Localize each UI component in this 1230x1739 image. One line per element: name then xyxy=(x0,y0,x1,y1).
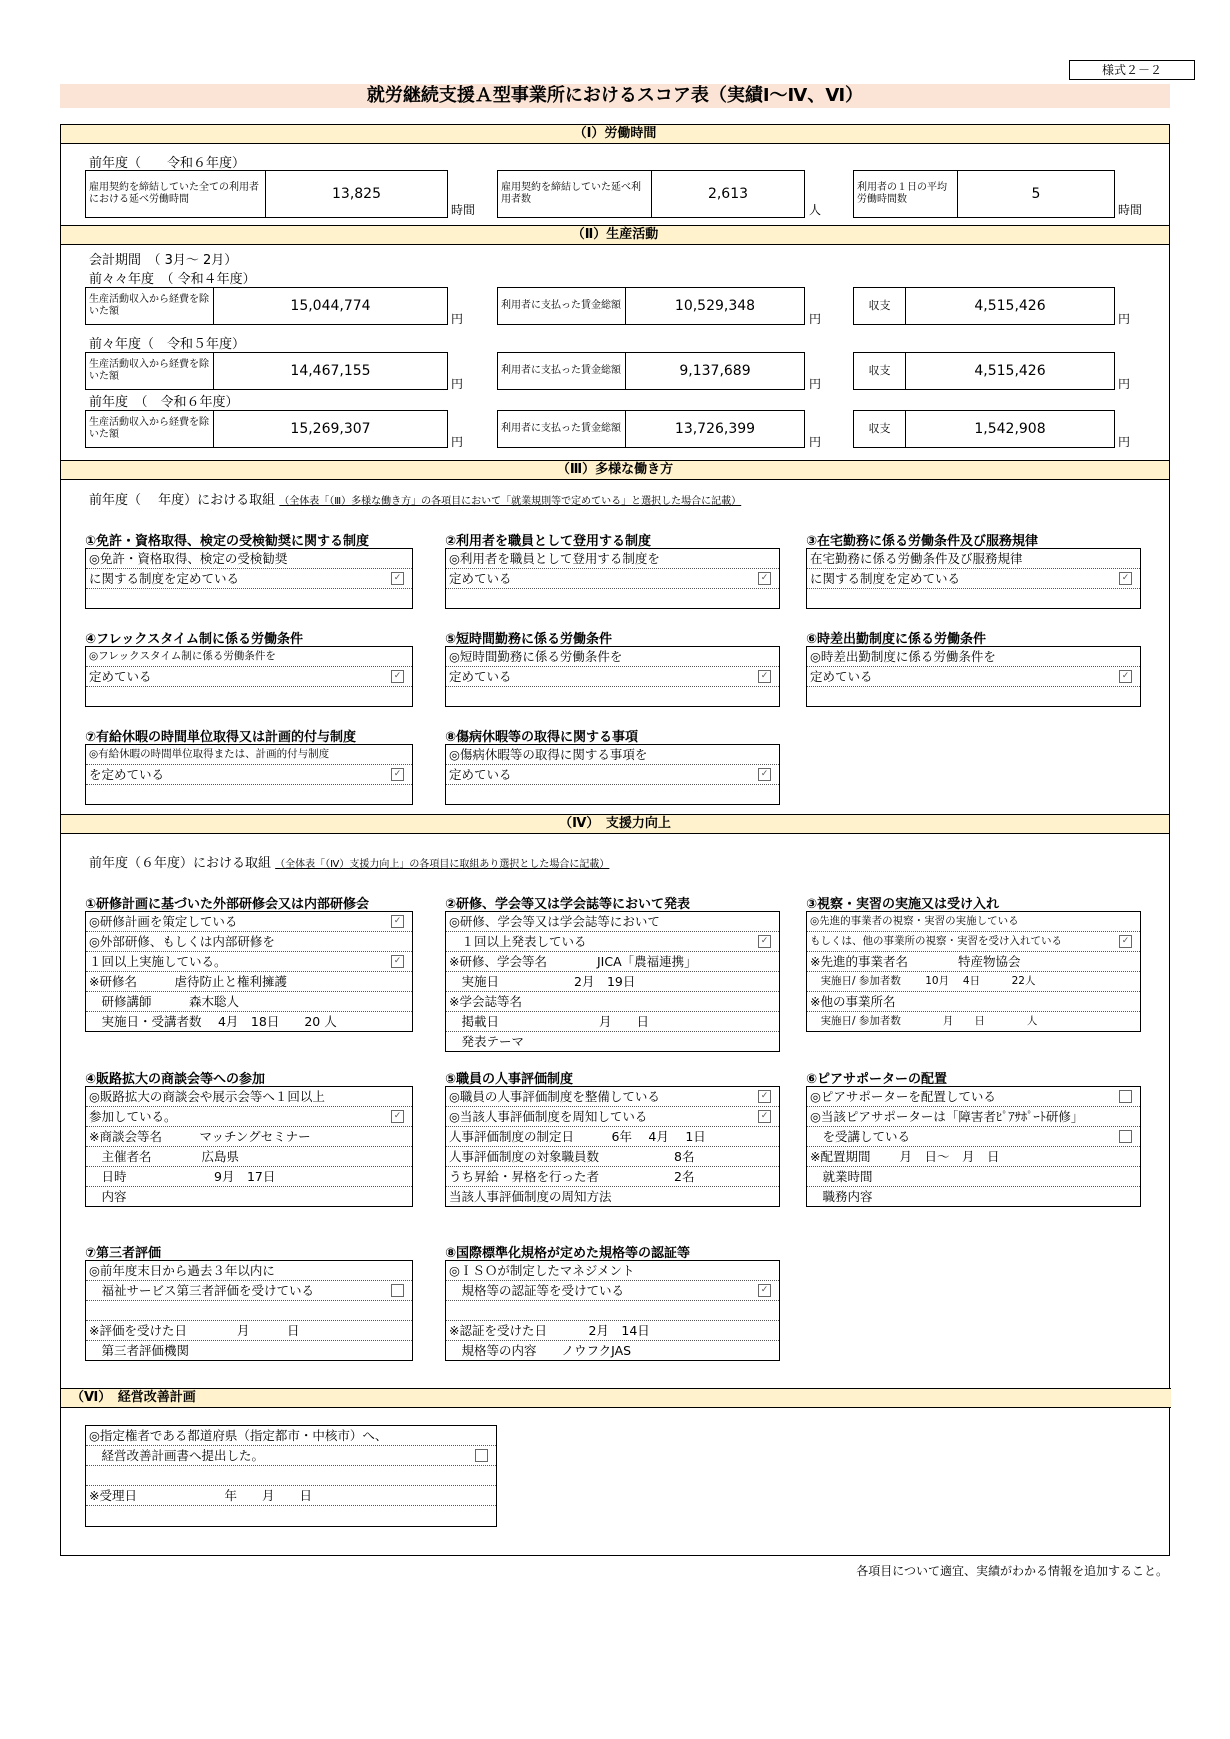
item-row xyxy=(446,1032,779,1051)
item-row xyxy=(807,1167,1140,1187)
sec2-box-value: 10,529,348 xyxy=(674,298,756,314)
item-title: ④フレックスタイム制に係る労働条件 xyxy=(85,632,303,647)
item-row xyxy=(446,1187,779,1206)
item-row xyxy=(86,667,412,687)
item-row-text: ◎販路拡大の商談会や展示会等へ１回以上 xyxy=(89,1089,325,1104)
item-title: ②研修、学会等又は学会誌等において発表 xyxy=(445,897,691,912)
item-row xyxy=(807,1012,1140,1031)
item-box xyxy=(445,646,780,707)
item-row xyxy=(86,1281,412,1301)
checkbox[interactable]: ✓ xyxy=(758,1110,771,1123)
item-box xyxy=(445,1260,780,1361)
item-row-text: 在宅勤務に係る労働条件及び服務規律 xyxy=(810,551,1023,566)
checkbox[interactable] xyxy=(475,1449,488,1462)
item-row-text: を定めている xyxy=(89,767,165,782)
item-row xyxy=(86,1127,412,1147)
sec2-box-label: 利用者に支払った賃金総額 xyxy=(498,353,626,389)
item-row xyxy=(86,785,412,804)
item-row-text: を受講している xyxy=(810,1129,911,1144)
unit: 時間 xyxy=(1118,203,1143,217)
item-row xyxy=(86,1187,412,1206)
item-row-text: 定めている xyxy=(449,571,512,586)
item-row xyxy=(86,687,412,706)
item-box xyxy=(85,1260,413,1361)
item-row-text: 定めている xyxy=(810,669,873,684)
sec6-row-text: 経営改善計画書へ提出した。 xyxy=(89,1448,265,1463)
item-row xyxy=(807,1187,1140,1206)
item-row-text: ◎ＩＳＯが制定したマネジメント xyxy=(449,1263,635,1278)
footer-note: 各項目について適宜、実績がわかる情報を追加すること。 xyxy=(856,1564,1168,1578)
sec2-box-label: 収支 xyxy=(854,288,906,324)
sec2-value-box xyxy=(497,410,805,448)
item-row-text: ◎研修、学会等又は学会誌等において xyxy=(449,914,660,929)
item-box xyxy=(445,744,780,805)
item-row xyxy=(807,667,1140,687)
unit: 円 xyxy=(451,435,464,449)
item-row-text: 実施日/ 参加者数 月 日 人 xyxy=(810,1015,1038,1027)
sec1-box-total-hours xyxy=(85,170,448,218)
item-row xyxy=(86,992,412,1012)
sec1-box-value: 13,825 xyxy=(332,186,381,202)
item-row xyxy=(807,912,1140,932)
item-row xyxy=(446,765,779,785)
unit: 円 xyxy=(1118,377,1131,391)
checkbox[interactable]: ✓ xyxy=(1119,572,1132,585)
item-row-text: 福祉サービス第三者評価を受けている xyxy=(89,1283,315,1298)
item-row-text: 日時 9月 17日 xyxy=(89,1169,276,1184)
sec6-row: ※受理日 年 月 日 xyxy=(86,1486,496,1506)
item-row xyxy=(807,1087,1140,1107)
item-row xyxy=(446,932,779,952)
item-row xyxy=(86,1012,412,1031)
item-row xyxy=(807,569,1140,589)
item-row xyxy=(807,1107,1140,1127)
item-row-text: ※先進的事業者名 特産物協会 xyxy=(810,954,1021,969)
item-row-text: ◎職員の人事評価制度を整備している xyxy=(449,1089,660,1104)
item-row xyxy=(446,1321,779,1341)
sec2-box-label: 収支 xyxy=(854,353,906,389)
checkbox[interactable]: ✓ xyxy=(1119,670,1132,683)
checkbox[interactable]: ✓ xyxy=(391,670,404,683)
sec6-row xyxy=(86,1446,496,1466)
sec2-year-label: 前年度 （ 令和６年度） xyxy=(89,395,239,410)
item-row-text: に関する制度を定めている xyxy=(810,571,961,586)
sec2-value-box xyxy=(853,287,1115,325)
sec2-box-label: 生産活動収入から経費を除いた額 xyxy=(86,411,214,447)
checkbox[interactable]: ✓ xyxy=(391,955,404,968)
section-1-header: （Ⅰ）労働時間 xyxy=(61,125,1169,144)
sec2-period: 会計期間 （ 3月～ 2月） xyxy=(89,253,238,268)
item-row xyxy=(86,569,412,589)
item-row-text: 人事評価制度の制定日 6年 4月 1日 xyxy=(449,1129,706,1144)
item-box xyxy=(85,548,413,609)
sec6-row xyxy=(86,1466,496,1486)
item-row-text: に関する制度を定めている xyxy=(89,571,240,586)
sec3-intro xyxy=(89,489,741,508)
item-title: ①研修計画に基づいた外部研修会又は内部研修会 xyxy=(85,897,370,912)
item-box xyxy=(445,1086,780,1207)
item-row-text: ※他の事業所名 xyxy=(810,994,896,1009)
item-row xyxy=(86,1261,412,1281)
item-row xyxy=(86,1167,412,1187)
item-row xyxy=(446,1147,779,1167)
item-row xyxy=(446,1012,779,1032)
item-box xyxy=(85,911,413,1032)
item-row xyxy=(446,992,779,1012)
item-row-text: ※商談会等名 マッチングセミナー xyxy=(89,1129,311,1144)
score-sheet xyxy=(60,124,1170,1556)
checkbox[interactable] xyxy=(1119,1130,1132,1143)
item-title: ⑧国際標準化規格が定めた規格等の認証等 xyxy=(445,1246,691,1261)
item-row xyxy=(446,1127,779,1147)
item-row xyxy=(446,1281,779,1301)
item-row xyxy=(86,932,412,952)
checkbox[interactable]: ✓ xyxy=(758,1284,771,1297)
item-row xyxy=(446,1261,779,1281)
sec2-box-label: 生産活動収入から経費を除いた額 xyxy=(86,353,214,389)
item-row xyxy=(446,667,779,687)
item-row-text: 定めている xyxy=(449,669,512,684)
item-box xyxy=(806,646,1141,707)
item-row-text: うち昇給・昇格を行った者 2名 xyxy=(449,1169,695,1184)
item-row xyxy=(446,785,779,804)
item-row xyxy=(446,1167,779,1187)
item-row xyxy=(86,1147,412,1167)
item-box xyxy=(85,1086,413,1207)
item-title: ⑤職員の人事評価制度 xyxy=(445,1072,574,1087)
sec3-intro-text: 前年度（ 年度）における取組 xyxy=(89,493,276,508)
item-title: ②利用者を職員として登用する制度 xyxy=(445,534,652,549)
checkbox[interactable]: ✓ xyxy=(1119,935,1132,948)
section-2-header: （Ⅱ）生産活動 xyxy=(61,225,1169,245)
item-row xyxy=(86,1107,412,1127)
item-row xyxy=(446,569,779,589)
sec1-box-users xyxy=(497,170,805,218)
sec2-box-value: 14,467,155 xyxy=(290,363,371,379)
item-row-text: もしくは、他の事業所の視察・実習を受け入れている xyxy=(810,935,1062,947)
item-row xyxy=(86,765,412,785)
item-row xyxy=(446,549,779,569)
unit: 時間 xyxy=(451,203,476,217)
item-row-text: １回以上発表している xyxy=(449,934,587,949)
sec2-value-box xyxy=(85,287,448,325)
item-row-text: 人事評価制度の対象職員数 8名 xyxy=(449,1149,695,1164)
item-row xyxy=(86,1341,412,1360)
sec2-box-value: 4,515,426 xyxy=(974,298,1046,314)
item-row-text: 職務内容 xyxy=(810,1189,873,1204)
item-row xyxy=(446,912,779,932)
sec1-year: 前年度（ 令和６年度） xyxy=(89,156,246,171)
sec2-box-value: 4,515,426 xyxy=(974,363,1046,379)
item-title: ③在宅勤務に係る労働条件及び服務規律 xyxy=(806,534,1039,549)
sec2-value-box xyxy=(497,287,805,325)
sec4-intro-note: （全体表「（Ⅳ）支援力向上」の各項目に取組あり選択とした場合に記載） xyxy=(275,859,610,870)
item-row xyxy=(446,1107,779,1127)
sec6-row xyxy=(86,1506,496,1525)
item-row xyxy=(807,1147,1140,1167)
sec6-box xyxy=(85,1425,497,1527)
item-row xyxy=(446,647,779,667)
unit: 人 xyxy=(809,203,822,217)
item-row-text: ※研修名 虐待防止と権利擁護 xyxy=(89,974,287,989)
item-row-text: ◎当該人事評価制度を周知している xyxy=(449,1109,648,1124)
unit: 円 xyxy=(451,377,464,391)
unit: 円 xyxy=(809,377,822,391)
item-row xyxy=(446,1301,779,1321)
checkbox[interactable]: ✓ xyxy=(758,768,771,781)
sec2-year-label: 前々々年度 （ 令和４年度） xyxy=(89,272,256,287)
item-row-text: ◎フレックスタイム制に係る労働条件を xyxy=(89,650,276,662)
item-row-text: ※評価を受けた日 月 日 xyxy=(89,1323,300,1338)
item-row-text: 実施日・受講者数 4月 18日 20 人 xyxy=(89,1014,337,1029)
item-row xyxy=(446,1087,779,1107)
item-row xyxy=(86,1321,412,1341)
item-row xyxy=(807,992,1140,1012)
item-box xyxy=(445,911,780,1052)
sec2-box-value: 9,137,689 xyxy=(679,363,751,379)
item-row-text: ◎時差出勤制度に係る労働条件を xyxy=(810,649,996,664)
item-row-text: ◎有給休暇の時間単位取得または、計画的付与制度 xyxy=(89,748,330,760)
sec2-box-label: 生産活動収入から経費を除いた額 xyxy=(86,288,214,324)
sec2-box-value: 1,542,908 xyxy=(974,421,1046,437)
sec1-box-label: 利用者の１日の平均労働時間数 xyxy=(854,171,958,217)
item-row-text: ※認証を受けた日 2月 14日 xyxy=(449,1323,650,1338)
sec2-box-value: 15,044,774 xyxy=(290,298,371,314)
item-title: ⑦第三者評価 xyxy=(85,1246,162,1261)
item-row xyxy=(446,589,779,608)
item-row-text: ◎前年度末日から過去３年以内に xyxy=(89,1263,275,1278)
sec2-box-label: 収支 xyxy=(854,411,906,447)
sec2-value-box xyxy=(497,352,805,390)
sec2-box-value: 15,269,307 xyxy=(290,421,371,437)
checkbox[interactable]: ✓ xyxy=(758,1090,771,1103)
checkbox[interactable]: ✓ xyxy=(758,670,771,683)
section-6-header: （Ⅵ） 経営改善計画 xyxy=(61,1388,1171,1408)
item-row-text: 実施日/ 参加者数 10月 4日 22人 xyxy=(810,975,1036,987)
checkbox[interactable] xyxy=(391,1284,404,1297)
item-row-text: 研修講師 森木聡人 xyxy=(89,994,240,1009)
unit: 円 xyxy=(809,312,822,326)
item-title: ⑦有給休暇の時間単位取得又は計画的付与制度 xyxy=(85,730,357,745)
item-title: ⑥ピアサポーターの配置 xyxy=(806,1072,948,1087)
item-row-text: 第三者評価機関 xyxy=(89,1343,190,1358)
item-box xyxy=(806,911,1141,1032)
checkbox[interactable]: ✓ xyxy=(758,572,771,585)
item-row xyxy=(807,1127,1140,1147)
item-title: ④販路拡大の商談会等への参加 xyxy=(85,1072,266,1087)
item-row-text: ◎先進的事業者の視察・実習の実施している xyxy=(810,915,1019,927)
sec1-box-value: 5 xyxy=(1031,186,1041,202)
item-row-text: 主催者名 広島県 xyxy=(89,1149,240,1164)
item-row-text: １回以上実施している。 xyxy=(89,954,227,969)
item-row-text: ◎免許・資格取得、検定の受検勧奨 xyxy=(89,551,288,566)
item-row xyxy=(807,687,1140,706)
item-row-text: 当該人事評価制度の周知方法 xyxy=(449,1189,612,1204)
page-title: 就労継続支援Ａ型事業所におけるスコア表（実績Ⅰ～Ⅳ、Ⅵ） xyxy=(60,84,1170,108)
item-row-text: ※学会誌等名 xyxy=(449,994,522,1009)
item-row xyxy=(86,1301,412,1321)
item-row-text: 規格等の内容 ノウフクJAS xyxy=(449,1343,632,1358)
item-row xyxy=(446,972,779,992)
item-row-text: ◎利用者を職員として登用する制度を xyxy=(449,551,660,566)
checkbox[interactable]: ✓ xyxy=(391,768,404,781)
item-row-text: 内容 xyxy=(89,1189,127,1204)
unit: 円 xyxy=(1118,312,1131,326)
item-row xyxy=(86,589,412,608)
item-row xyxy=(807,972,1140,992)
sec2-value-box xyxy=(853,410,1115,448)
item-row xyxy=(807,932,1140,952)
item-row-text: ※研修、学会等名 JICA「農福連携」 xyxy=(449,954,697,969)
item-row xyxy=(86,647,412,667)
unit: 円 xyxy=(451,312,464,326)
item-row-text: ◎ピアサポーターを配置している xyxy=(810,1089,996,1104)
item-row-text: 規格等の認証等を受けている xyxy=(449,1283,625,1298)
item-row xyxy=(446,1341,779,1360)
sec2-value-box xyxy=(85,410,448,448)
item-row xyxy=(86,972,412,992)
item-row xyxy=(86,912,412,932)
checkbox[interactable]: ✓ xyxy=(391,572,404,585)
item-row-text: 参加している。 xyxy=(89,1109,177,1124)
item-title: ⑤短時間勤務に係る労働条件 xyxy=(445,632,613,647)
item-row-text: ※配置期間 月 日～ 月 日 xyxy=(810,1149,1000,1164)
unit: 円 xyxy=(1118,435,1131,449)
item-row xyxy=(86,952,412,972)
item-row xyxy=(86,745,412,765)
item-box xyxy=(806,1086,1141,1207)
item-row xyxy=(86,1087,412,1107)
item-row-text: 実施日 2月 19日 xyxy=(449,974,636,989)
sec2-box-label: 利用者に支払った賃金総額 xyxy=(498,411,626,447)
section-3-header: （Ⅲ）多様な働き方 xyxy=(61,460,1169,480)
item-row-text: 就業時間 xyxy=(810,1169,873,1184)
item-box xyxy=(445,548,780,609)
sec1-box-label: 雇用契約を締結していた延べ利用者数 xyxy=(498,171,652,217)
checkbox[interactable]: ✓ xyxy=(391,915,404,928)
unit: 円 xyxy=(809,435,822,449)
checkbox[interactable]: ✓ xyxy=(391,1110,404,1123)
sec2-box-label: 利用者に支払った賃金総額 xyxy=(498,288,626,324)
item-row xyxy=(807,647,1140,667)
item-row xyxy=(446,952,779,972)
item-row-text: 定めている xyxy=(449,767,512,782)
item-title: ①免許・資格取得、検定の受検勧奨に関する制度 xyxy=(85,534,370,549)
item-row-text: ◎当該ピアサポーターは「障害者ﾋﾟｱｻﾎﾟｰﾄ研修」 xyxy=(810,1109,1084,1124)
sec4-intro-text: 前年度（６年度）における取組 xyxy=(89,856,272,871)
item-title: ⑧傷病休暇等の取得に関する事項 xyxy=(445,730,639,745)
sec1-box-avg-hours xyxy=(853,170,1115,218)
checkbox[interactable]: ✓ xyxy=(758,935,771,948)
item-row xyxy=(807,952,1140,972)
item-row-text: ◎研修計画を策定している xyxy=(89,914,238,929)
item-row xyxy=(446,687,779,706)
item-box xyxy=(806,548,1141,609)
item-row-text: 掲載日 月 日 xyxy=(449,1014,650,1029)
sec2-box-value: 13,726,399 xyxy=(674,421,756,437)
item-row xyxy=(807,549,1140,569)
sec3-intro-note: （全体表「（Ⅲ）多様な働き方」の各項目において「就業規則等で定めている」と選択した場合に記載） xyxy=(279,496,742,507)
sec4-intro xyxy=(89,852,609,871)
item-row-text: 発表テーマ xyxy=(449,1034,525,1049)
item-row-text: ◎短時間勤務に係る労働条件を xyxy=(449,649,623,664)
sec2-value-box xyxy=(85,352,448,390)
item-row xyxy=(86,549,412,569)
item-title: ③視察・実習の実施又は受け入れ xyxy=(806,897,1000,912)
item-row-text: ◎傷病休暇等の取得に関する事項を xyxy=(449,747,648,762)
item-box xyxy=(85,744,413,805)
item-title: ⑥時差出勤制度に係る労働条件 xyxy=(806,632,987,647)
sec2-value-box xyxy=(853,352,1115,390)
item-row xyxy=(446,745,779,765)
sec1-box-value: 2,613 xyxy=(707,186,749,202)
sec6-row: ◎指定権者である都道府県（指定都市・中核市）へ、 xyxy=(86,1426,496,1446)
section-4-header: （Ⅳ） 支援力向上 xyxy=(61,814,1169,834)
checkbox[interactable] xyxy=(1119,1090,1132,1103)
item-row-text: 定めている xyxy=(89,669,152,684)
form-number: 様式２－２ xyxy=(1069,60,1195,80)
sec1-box-label: 雇用契約を締結していた全ての利用者における延べ労働時間 xyxy=(86,171,266,217)
item-box xyxy=(85,646,413,707)
item-row-text: ◎外部研修、もしくは内部研修を xyxy=(89,934,275,949)
sec2-year-label: 前々年度（ 令和５年度） xyxy=(89,337,246,352)
item-row xyxy=(807,589,1140,608)
